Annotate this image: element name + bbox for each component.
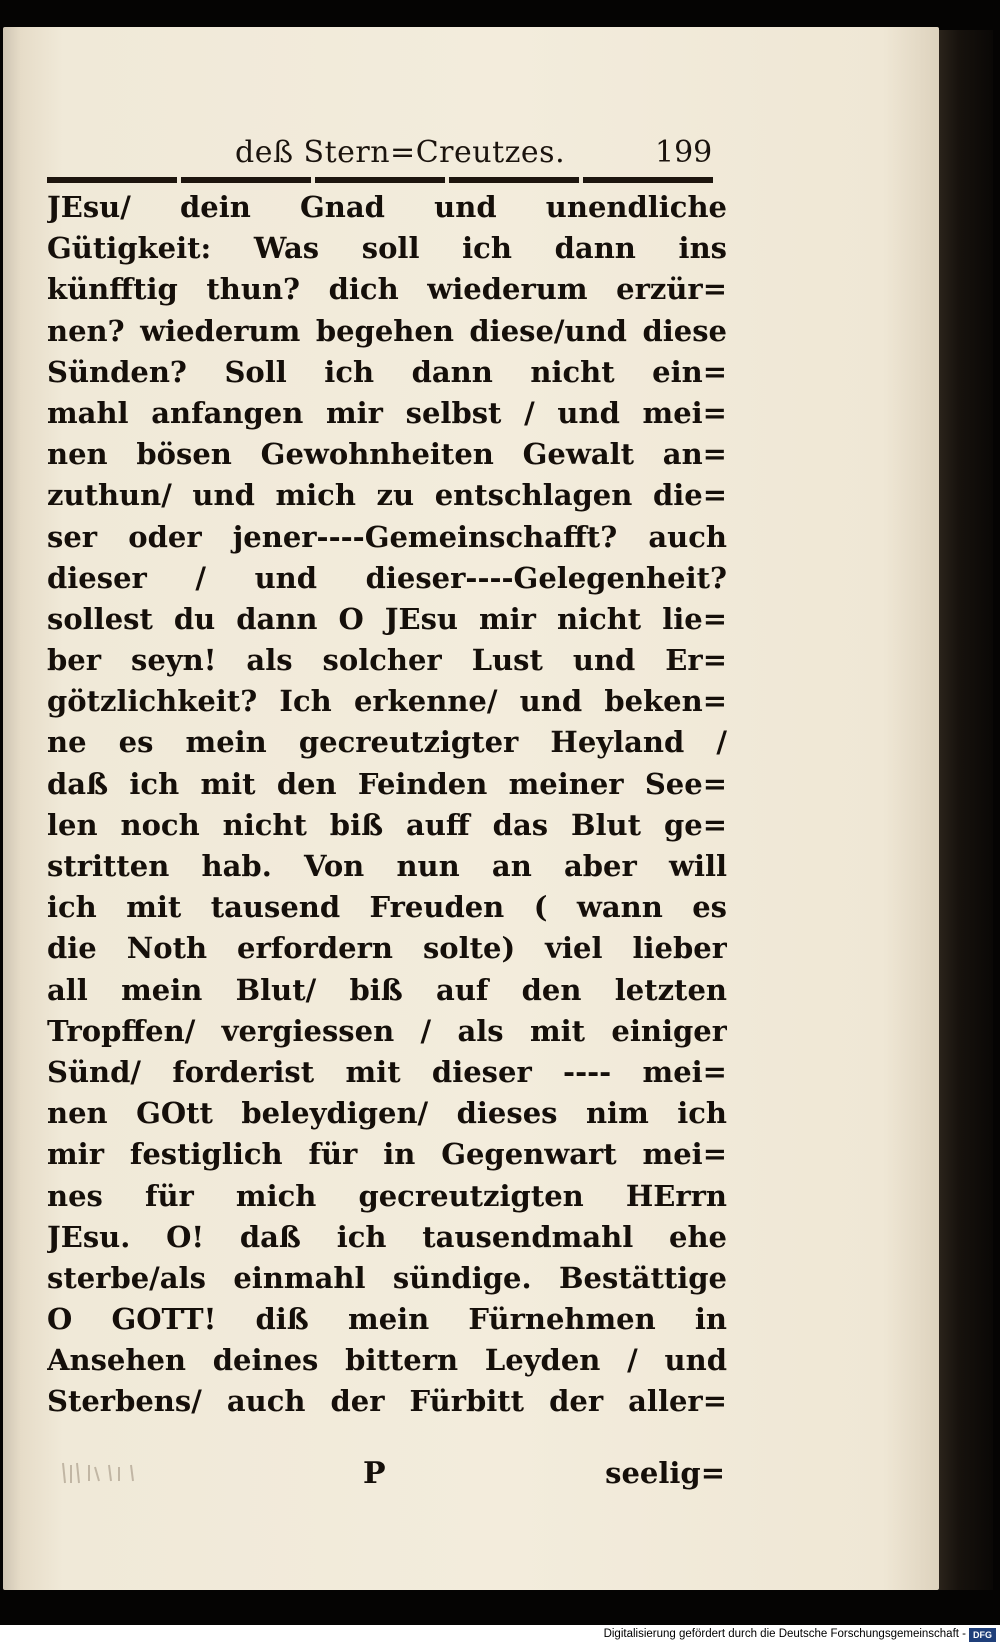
text-line: mir festiglich für in Gegenwart mei= [47, 1137, 727, 1172]
catchline [363, 1456, 725, 1500]
text-line: ich mit tausend Freuden ( wann es [47, 890, 727, 925]
dfg-logo: DFG [969, 1628, 996, 1642]
footer-bar [0, 1625, 1000, 1646]
text-line: künfftig thun? dich wiederum erzür= [47, 272, 727, 307]
text-line: Ansehen deines bittern Leyden / und [47, 1343, 727, 1378]
text-line: dieser / und dieser----Gelegenheit? [47, 560, 727, 595]
footer-credit: Digitalisierung gefördert durch die Deutsche Forschungsgemeinschaft - [603, 1628, 966, 1640]
text-line: sterbe/als einmahl sündige. Bestättige [47, 1260, 727, 1295]
text-line: nes für mich gecreutzigten HErrn [47, 1178, 727, 1213]
text-line: ber seyn! als solcher Lust und Er= [47, 643, 727, 678]
book-page [3, 27, 939, 1590]
text-line: Sünden? Soll ich dann nicht ein= [47, 354, 727, 389]
header-rule [47, 177, 715, 183]
text-line: ser oder jener----Gemeinschafft? auch [47, 519, 727, 554]
text-line: Sünd/ forderist mit dieser ---- mei= [47, 1054, 727, 1089]
text-line: Gütigkeit: Was soll ich dann ins [47, 231, 727, 266]
text-line: all mein Blut/ biß auf den letzten [47, 972, 727, 1007]
text-line: götzlichkeit? Ich erkenne/ und beken= [47, 684, 727, 719]
text-line: stritten hab. Von nun an aber will [47, 849, 727, 883]
text-line: sollest du dann O JEsu mir nicht lie= [47, 601, 727, 636]
text-line: Sterbens/ auch der Fürbitt der aller= [47, 1384, 727, 1419]
text-line: die Noth erfordern solte) viel lieber [47, 931, 727, 966]
text-line: nen GOtt beleydigen/ dieses nim ich [47, 1096, 727, 1131]
text-line: mahl anfangen mir selbst / und mei= [47, 395, 727, 430]
text-line: len noch nicht biß auff das Blut ge= [47, 807, 727, 842]
text-line: daß ich mit den Feinden meiner See= [47, 766, 727, 801]
signature-mark: P [363, 1456, 386, 1491]
text-line: O GOTT! diß mein Fürnehmen in [47, 1302, 727, 1337]
body-text [47, 187, 727, 1423]
book-edge-shadow [939, 30, 993, 1590]
text-line: nen? wiederum begehen diese/und diese [47, 313, 727, 348]
text-line: Tropffen/ vergiessen / als mit einiger [47, 1013, 727, 1048]
text-line: JEsu/ dein Gnad und unendliche [47, 190, 727, 224]
catchword: seelig= [605, 1456, 725, 1490]
text-line: ne es mein gecreutzigter Heyland / [47, 725, 727, 760]
running-head-title: deß Stern=Creutzes. [235, 135, 566, 170]
page-number: 199 [655, 135, 713, 170]
text-line: zuthun/ und mich zu entschlagen die= [47, 478, 727, 513]
faint-ink-marks [59, 1459, 159, 1487]
text-line: JEsu. O! daß ich tausendmahl ehe [47, 1219, 727, 1254]
text-line: nen bösen Gewohnheiten Gewalt an= [47, 437, 727, 472]
